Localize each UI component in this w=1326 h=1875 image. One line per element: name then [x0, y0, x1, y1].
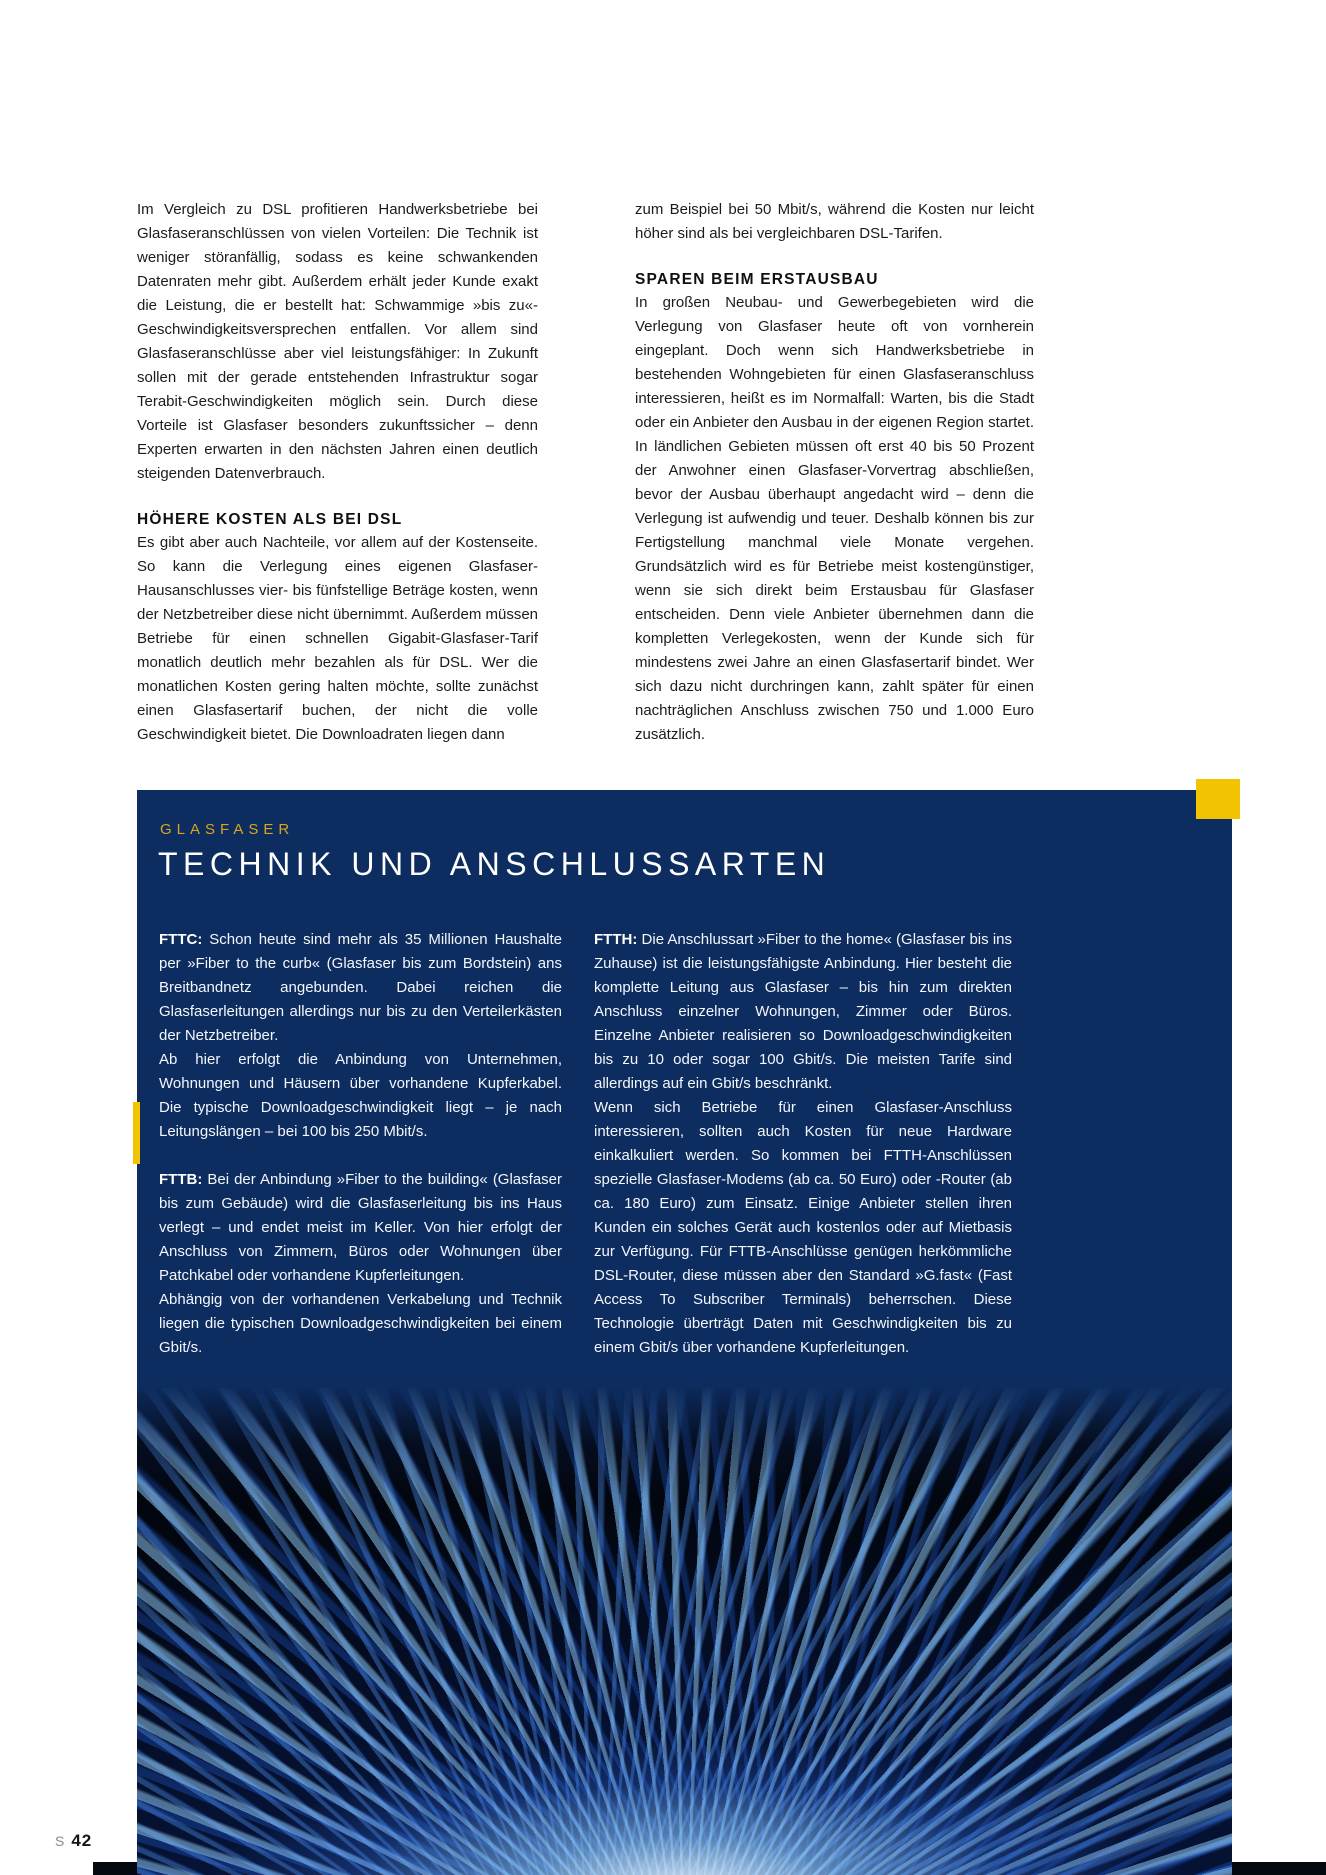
infobox-kicker: GLASFASER: [160, 821, 295, 838]
infobox-glasfaser: [137, 790, 1232, 1875]
infobox-paragraph: [159, 1288, 562, 1360]
paragraph: In großen Neubau- und Gewerbegebieten wird die Verlegung von Glasfaser heute oft von vornherein eingeplant. Doch wenn sich Handwerksbetriebe in bestehenden Wohngebieten für einen Glasfaseranschluss interessieren, heißt es im Normalfall: Warten, bis die Stadt oder ein Anbieter den Ausbau in der eigenen Region startet. In ländlichen Gebieten müssen oft erst 40 bis 50 Prozent der Anwohner einen Glasfaser-Vorvertrag abschließen, bevor der Ausbau überhaupt angedacht wird – denn die Verlegung ist aufwendig und teuer. Deshalb können bis zur Fertigstellung manchmal viele Monate vergehen. Grundsätzlich wird es für Betriebe meist kostengünstiger, wenn sie sich direkt beim Erstausbau für Glasfaser entscheiden. Denn viele Anbieter übernehmen dann die kompletten Verlegekosten, wenn der Kunde sich für mindestens zwei Jahre an einen Glasfasertarif bindet. Wer sich dazu nicht durchringen kann, zahlt später für einen nachträglichen Anschluss zwischen 750 und 1.000 Euro zusätzlich.: [635, 294, 1034, 743]
page-number-prefix: S: [55, 1833, 65, 1849]
corner-accent: [1196, 779, 1240, 819]
term-fttc: FTTC:: [159, 931, 203, 948]
section-heading-erstausbau: SPAREN BEIM ERSTAUSBAU: [635, 271, 879, 288]
infobox-paragraph-fttb: [159, 1168, 562, 1288]
paragraph: Im Vergleich zu DSL profitieren Handwerksbetriebe bei Glasfaseranschlüssen von vielen Vorteilen: Die Technik ist weniger störanfällig, sodass es keine schwankenden Datenraten mehr gibt. Außerdem erhält jeder Kunde exakt die Leistung, die er bestellt hat: Schwammige »bis zu«-Geschwindigkeitsversprechen entfallen. Vor allem sind Glasfaseranschlüsse aber viel leistungsfähiger: In Zukunft sollen mit der gerade entstehenden Infrastruktur sogar Terabit-Geschwindigkeiten möglich sein. Durch diese Vorteile ist Glasfaser besonders zukunftssicher – denn Experten erwarten in den nächsten Jahren einen deutlich steigenden Datenverbrauch.: [137, 201, 538, 482]
paragraph-text: Abhängig von der vorhandenen Verkabelung und Technik liegen die typischen Downloadgeschwindigkeiten bei einem Gbit/s.: [159, 1291, 562, 1356]
paragraph-text: Wenn sich Betriebe für einen Glasfaser-Anschluss interessieren, sollten auch Kosten für neue Hardware einkalkuliert werden. So kommen bei FTTH-Anschlüssen spezielle Glasfaser-Modems (ab ca. 50 Euro) oder -Router (ab ca. 180 Euro) zum Einsatz. Einige Anbieter stellen ihren Kunden ein solches Gerät auch kostenlos oder auf Mietbasis zur Verfügung. Für FTTB-Anschlüsse genügen herkömmliche DSL-Router, diese müssen aber den Standard »G.fast« (Fast Access To Subscriber Terminals) beherrschen. Diese Technologie überträgt Daten mit Geschwindigkeiten bis zu einem Gbit/s über vorhandene Kupferleitungen.: [594, 1099, 1012, 1356]
infobox-paragraph-ftth: [594, 928, 1012, 1096]
article-column-left: [137, 198, 538, 747]
fiber-optic-photo: [137, 1388, 1232, 1875]
paragraph: Es gibt aber auch Nachteile, vor allem auf der Kostenseite. So kann die Verlegung eines eigenen Glasfaser-Hausanschlusses vier- bis fünfstellige Beträge kosten, wenn der Netzbetreiber diese nicht übernimmt. Außerdem müssen Betriebe für einen schnellen Gigabit-Glasfaser-Tarif monatlich deutlich mehr bezahlen als für DSL. Wer die monatlichen Kosten gering halten möchte, sollte zunächst einen Glasfasertarif buchen, der nicht die volle Geschwindigkeit bietet. Die Downloadraten liegen dann: [137, 534, 539, 743]
edge-marker: [133, 1102, 140, 1164]
term-fttb-text: Bei der Anbindung »Fiber to the building« (Glasfaser bis zum Gebäude) wird die Glasfaserleitung bis ins Haus verlegt – und endet meist im Keller. Von hier erfolgt der Anschluss von Zimmern, Büros oder Wohnungen über Patchkabel oder vorhandene Kupferleitungen.: [159, 1171, 562, 1284]
infobox-column-right: [594, 928, 1012, 1360]
page-footer: [55, 1831, 92, 1851]
term-ftth-text: Die Anschlussart »Fiber to the home« (Glasfaser bis ins Zuhause) ist die leistungsfähigste Anbindung. Hier besteht die komplette Leitung aus Glasfaser – bis hin zum direkten Anschluss einzelner Wohnungen, Zimmer oder Büros. Einzelne Anbieter realisieren so Downloadgeschwindigkeiten bis zu 10 oder sogar 100 Gbit/s. Die meisten Tarife sind allerdings auf ein Gbit/s beschränkt.: [594, 931, 1013, 1092]
term-ftth: FTTH:: [594, 931, 638, 948]
section-heading-kosten: HÖHERE KOSTEN ALS BEI DSL: [137, 511, 403, 528]
term-fttc-text: Schon heute sind mehr als 35 Millionen Haushalte per »Fiber to the curb« (Glasfaser bis zum Bordstein) ans Breitbandnetz angebunden. Dabei reichen die Glasfaserleitungen allerdings nur bis zu den Verteilerkästen der Netzbetreiber.: [159, 931, 563, 1044]
paragraph: zum Beispiel bei 50 Mbit/s, während die Kosten nur leicht höher sind als bei vergleichbaren DSL-Tarifen.: [635, 201, 1034, 242]
infobox-paragraph-fttc: [159, 928, 562, 1048]
term-fttb: FTTB:: [159, 1171, 203, 1188]
infobox-column-left: [159, 928, 562, 1360]
infobox-paragraph: [594, 1096, 1012, 1360]
paragraph-text: Ab hier erfolgt die Anbindung von Unternehmen, Wohnungen und Häusern über vorhandene Kupferkabel. Die typische Downloadgeschwindigkeit liegt – je nach Leitungslängen – bei 100 bis 250 Mbit/s.: [159, 1051, 562, 1140]
article-column-right: [635, 198, 1034, 747]
page-number: 42: [71, 1831, 93, 1850]
infobox-paragraph: [159, 1048, 562, 1144]
infobox-title: TECHNIK UND ANSCHLUSSARTEN: [158, 846, 831, 882]
